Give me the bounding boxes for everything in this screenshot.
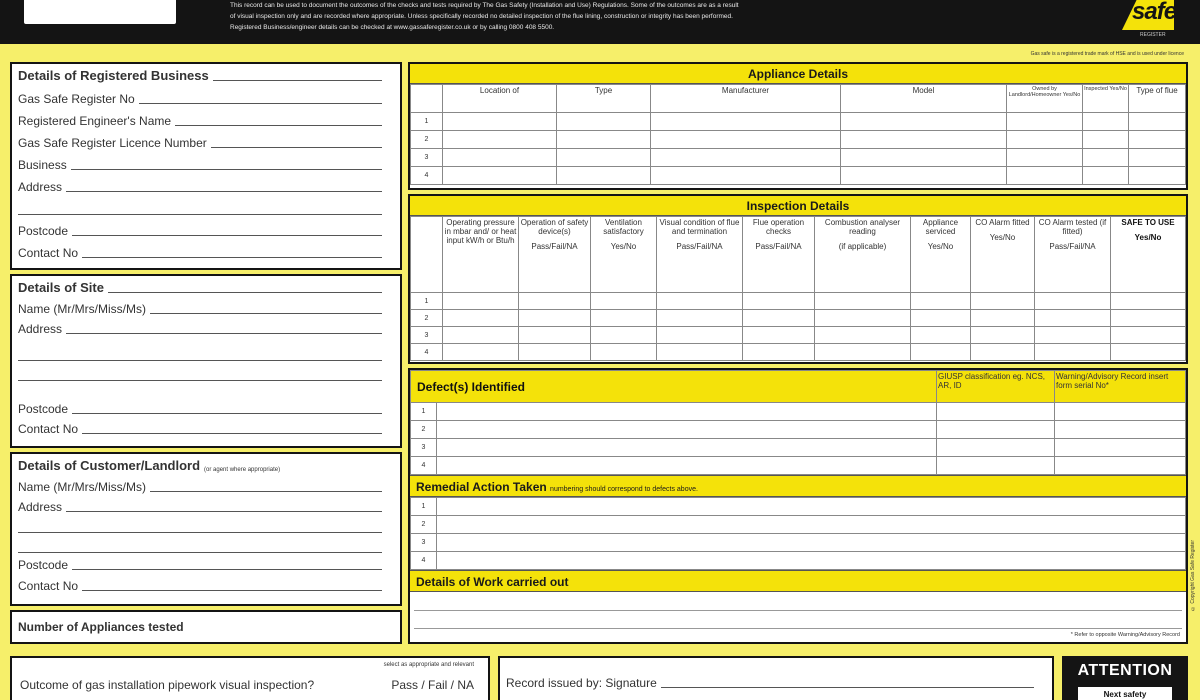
col-options: Pass/Fail/NA [755, 242, 802, 251]
col-safety-device [519, 217, 591, 293]
col-options: Yes/No [927, 242, 954, 251]
field-label: Name (Mr/Mrs/Miss/Ms) [18, 480, 146, 494]
row-number: 2 [411, 310, 443, 327]
address-line[interactable] [18, 552, 382, 553]
licence-number-field[interactable] [18, 136, 382, 150]
table-cell[interactable] [841, 131, 1007, 149]
next-safety-box: Next safety [1078, 687, 1172, 700]
appliances-tested-label: Number of Appliances tested [18, 620, 184, 634]
table-cell[interactable] [1111, 344, 1186, 361]
customer-title-row [18, 458, 382, 473]
site-contact-field[interactable] [18, 422, 382, 436]
col-head: Combustion analyser reading [824, 218, 901, 236]
table-cell[interactable] [971, 327, 1035, 344]
table-cell[interactable] [1055, 439, 1186, 457]
col-options: Yes/No [1134, 233, 1162, 242]
gas-safe-no-field[interactable] [18, 92, 382, 106]
address-line[interactable] [18, 380, 382, 381]
table-cell[interactable] [651, 131, 841, 149]
header-bar [0, 0, 1200, 44]
col-head: Visual condition of flue and termination [659, 218, 740, 236]
table-cell[interactable] [443, 327, 519, 344]
table-cell[interactable] [911, 327, 971, 344]
remedial-title-bar [410, 475, 1186, 497]
col-type: Type [557, 85, 651, 113]
table-cell[interactable] [437, 552, 1186, 570]
business-title: Details of Registered Business [18, 68, 209, 83]
row-number: 2 [411, 516, 437, 534]
col-appliance-serviced [911, 217, 971, 293]
side-copyright: © Copyright Gas Safe Register [1190, 540, 1196, 612]
table-cell[interactable] [557, 131, 651, 149]
site-postcode-field[interactable] [18, 402, 382, 416]
col-location: Location of [443, 85, 557, 113]
table-cell[interactable] [443, 131, 557, 149]
table-cell[interactable] [1007, 167, 1083, 185]
table-cell[interactable] [657, 327, 743, 344]
table-cell[interactable] [815, 293, 911, 310]
row-number: 1 [411, 293, 443, 310]
col-owned-by: Owned by Landlord/Homeowner Yes/No [1007, 85, 1083, 113]
remedial-table [410, 497, 1186, 570]
site-panel [10, 274, 402, 448]
table-cell[interactable] [519, 310, 591, 327]
col-visual-condition [657, 217, 743, 293]
table-cell[interactable] [971, 310, 1035, 327]
record-issued-label: Record issued by: Signature [506, 676, 657, 690]
table-cell[interactable] [911, 293, 971, 310]
table-cell[interactable] [1111, 293, 1186, 310]
table-cell[interactable] [443, 344, 519, 361]
appliances-tested-row [18, 620, 382, 634]
field-label: Postcode [18, 558, 69, 572]
customer-contact-field[interactable] [18, 579, 382, 593]
table-cell[interactable] [911, 344, 971, 361]
field-label: Name (Mr/Mrs/Miss/Ms) [18, 302, 146, 316]
table-cell[interactable] [937, 421, 1055, 439]
customer-postcode-field[interactable] [18, 558, 382, 572]
table-cell[interactable] [557, 167, 651, 185]
table-cell[interactable] [937, 439, 1055, 457]
table-cell[interactable] [557, 149, 651, 167]
col-operating-pressure [443, 217, 519, 293]
address-line[interactable] [18, 532, 382, 533]
col-head: SAFE TO USE [1121, 218, 1175, 227]
table-cell[interactable] [1055, 403, 1186, 421]
attention-title: ATTENTION [1077, 662, 1173, 679]
col-inspected: Inspected Yes/No [1083, 85, 1129, 113]
business-address-field[interactable] [18, 180, 382, 194]
inspection-details-panel [408, 194, 1188, 364]
table-cell[interactable] [1129, 131, 1186, 149]
row-number-header [411, 217, 443, 293]
table-cell[interactable] [443, 293, 519, 310]
inspection-details-title: Inspection Details [410, 196, 1186, 216]
outcome-label: Outcome of gas installation pipework visual inspection? [20, 678, 315, 692]
table-cell[interactable] [1055, 457, 1186, 475]
inspection-details-table [410, 216, 1186, 361]
table-cell[interactable] [651, 113, 841, 131]
table-cell[interactable] [657, 344, 743, 361]
table-cell[interactable] [1111, 327, 1186, 344]
work-footnote: * Refer to opposite Warning/Advisory Record [1070, 632, 1180, 638]
table-cell[interactable] [743, 310, 815, 327]
table-cell[interactable] [841, 167, 1007, 185]
field-label: Contact No [18, 422, 79, 436]
col-head: Operating pressure in mbar and/ or heat input kW/h or Btu/h [444, 218, 517, 245]
field-label: Business [18, 158, 67, 172]
table-cell[interactable] [1055, 421, 1186, 439]
site-name-field[interactable] [18, 302, 382, 316]
customer-name-field[interactable] [18, 480, 382, 494]
business-contact-field[interactable] [18, 246, 382, 260]
appliances-tested-panel[interactable] [10, 610, 402, 644]
work-title: Details of Work carried out [416, 575, 569, 589]
record-issued-panel [498, 656, 1054, 700]
col-co-alarm-tested [1035, 217, 1111, 293]
table-cell[interactable] [437, 457, 937, 475]
customer-note: (or agent where appropriate) [204, 467, 281, 473]
table-cell[interactable] [443, 167, 557, 185]
field-label: Gas Safe Register Licence Number [18, 136, 207, 150]
defects-table [410, 370, 1186, 475]
col-options: (if applicable) [838, 242, 887, 251]
logo-word: safe [1132, 0, 1177, 25]
select-note: select as appropriate and relevant [383, 662, 474, 668]
business-panel [10, 62, 402, 270]
field-label: Address [18, 500, 63, 514]
table-cell[interactable] [591, 293, 657, 310]
table-cell[interactable] [1007, 113, 1083, 131]
col-type-of-flue: Type of flue [1129, 85, 1186, 113]
table-cell[interactable] [437, 421, 937, 439]
col-head: Ventilation satisfactory [603, 218, 644, 236]
table-cell[interactable] [437, 403, 937, 421]
row-number: 1 [411, 403, 437, 421]
field-label: Contact No [18, 579, 79, 593]
row-number: 3 [411, 327, 443, 344]
attention-box [1062, 656, 1188, 700]
table-cell[interactable] [971, 344, 1035, 361]
appliance-details-title: Appliance Details [410, 64, 1186, 84]
table-cell[interactable] [437, 439, 937, 457]
table-cell[interactable] [815, 327, 911, 344]
customer-title: Details of Customer/Landlord [18, 458, 201, 473]
table-cell[interactable] [443, 149, 557, 167]
table-cell[interactable] [591, 344, 657, 361]
col-combustion [815, 217, 911, 293]
table-cell[interactable] [1083, 167, 1129, 185]
col-head: Appliance serviced [922, 218, 959, 236]
field-label: Address [18, 180, 63, 194]
col-options: Pass/Fail/NA [676, 242, 723, 251]
table-cell[interactable] [657, 310, 743, 327]
field-label: Gas Safe Register No [18, 92, 135, 106]
header-intro-text [230, 0, 990, 33]
table-cell[interactable] [815, 344, 911, 361]
table-cell[interactable] [971, 293, 1035, 310]
table-cell[interactable] [443, 113, 557, 131]
defects-panel [408, 368, 1188, 644]
field-label: Registered Engineer's Name [18, 114, 172, 128]
table-cell[interactable] [841, 113, 1007, 131]
col-flue-operation [743, 217, 815, 293]
table-cell[interactable] [911, 310, 971, 327]
site-title: Details of Site [18, 280, 104, 295]
table-cell[interactable] [651, 167, 841, 185]
col-model: Model [841, 85, 1007, 113]
work-lines[interactable] [410, 592, 1186, 644]
table-cell[interactable] [937, 403, 1055, 421]
remedial-note: numbering should correspond to defects above. [550, 486, 698, 493]
table-cell[interactable] [1129, 149, 1186, 167]
col-options: Yes/No [610, 242, 637, 251]
col-options: Pass/Fail/NA [1049, 242, 1096, 251]
table-cell[interactable] [651, 149, 841, 167]
appliance-details-table [410, 84, 1186, 185]
business-field[interactable] [18, 158, 382, 172]
gas-safe-logo [1116, 0, 1180, 42]
row-number: 1 [411, 498, 437, 516]
table-cell[interactable] [437, 498, 1186, 516]
table-cell[interactable] [1035, 293, 1111, 310]
table-cell[interactable] [443, 310, 519, 327]
table-cell[interactable] [519, 327, 591, 344]
table-cell[interactable] [437, 534, 1186, 552]
header-line: This record can be used to document the outcomes of the checks and tests required by The Gas Safety (Installation and Use) Regulations. Some of the outcomes are as a result [230, 2, 739, 9]
col-ventilation [591, 217, 657, 293]
table-cell[interactable] [437, 516, 1186, 534]
col-warning-record: Warning/Advisory Record insert form serial No* [1055, 371, 1186, 403]
table-cell[interactable] [1035, 344, 1111, 361]
header-white-box [24, 0, 176, 24]
table-cell[interactable] [743, 327, 815, 344]
record-issued-field[interactable] [506, 676, 1034, 690]
row-number-header [411, 85, 443, 113]
table-cell[interactable] [1083, 149, 1129, 167]
col-co-alarm-fitted [971, 217, 1035, 293]
col-head: CO Alarm tested (if fitted) [1038, 218, 1107, 236]
logo-sub: REGISTER [1140, 32, 1166, 38]
outcome-panel [10, 656, 490, 700]
table-cell[interactable] [1007, 149, 1083, 167]
customer-address-field[interactable] [18, 500, 382, 514]
table-cell[interactable] [519, 344, 591, 361]
table-cell[interactable] [591, 310, 657, 327]
col-head: Flue operation checks [752, 218, 805, 236]
address-line[interactable] [18, 214, 382, 215]
customer-panel [10, 452, 402, 606]
table-cell[interactable] [1083, 113, 1129, 131]
table-cell[interactable] [591, 327, 657, 344]
table-cell[interactable] [1035, 327, 1111, 344]
address-line[interactable] [18, 360, 382, 361]
field-label: Contact No [18, 246, 79, 260]
row-number: 4 [411, 457, 437, 475]
row-number: 4 [411, 552, 437, 570]
row-number: 3 [411, 534, 437, 552]
outcome-options[interactable]: Pass / Fail / NA [391, 678, 474, 692]
col-head: CO Alarm fitted [975, 218, 1030, 227]
col-options: Yes/No [989, 233, 1016, 242]
table-cell[interactable] [815, 310, 911, 327]
table-cell[interactable] [743, 344, 815, 361]
col-options: Pass/Fail/NA [531, 242, 578, 251]
table-cell[interactable] [557, 113, 651, 131]
row-number: 3 [411, 439, 437, 457]
table-cell[interactable] [743, 293, 815, 310]
table-cell[interactable] [1007, 131, 1083, 149]
col-head: Operation of safety device(s) [520, 218, 589, 236]
table-cell[interactable] [519, 293, 591, 310]
field-label: Address [18, 322, 63, 336]
business-title-row [18, 68, 382, 83]
row-number: 2 [411, 131, 443, 149]
row-number: 4 [411, 167, 443, 185]
remedial-title: Remedial Action Taken [416, 480, 547, 494]
engineer-name-field[interactable] [18, 114, 382, 128]
row-number: 1 [411, 113, 443, 131]
row-number: 2 [411, 421, 437, 439]
col-giusp: GIUSP classification eg. NCS, AR, ID [937, 371, 1055, 403]
table-cell[interactable] [1035, 310, 1111, 327]
field-label: Postcode [18, 402, 69, 416]
row-number: 4 [411, 344, 443, 361]
table-cell[interactable] [937, 457, 1055, 475]
appliance-details-panel [408, 62, 1188, 190]
col-manufacturer: Manufacturer [651, 85, 841, 113]
header-line: Registered Business/engineer details can be checked at www.gassaferegister.co.uk or by calling 0800 408 5500. [230, 24, 555, 31]
work-title-bar [410, 570, 1186, 592]
field-label: Postcode [18, 224, 69, 238]
business-postcode-field[interactable] [18, 224, 382, 238]
row-number: 3 [411, 149, 443, 167]
col-safe-to-use [1111, 217, 1186, 293]
table-cell[interactable] [1083, 131, 1129, 149]
site-address-field[interactable] [18, 322, 382, 336]
defects-title: Defect(s) Identified [411, 371, 937, 403]
trademark-note: Gas safe is a registered trade mark of HSE and is used under licence [1030, 51, 1184, 57]
table-cell[interactable] [1129, 113, 1186, 131]
table-cell[interactable] [1111, 310, 1186, 327]
table-cell[interactable] [657, 293, 743, 310]
site-title-row [18, 280, 382, 295]
table-cell[interactable] [841, 149, 1007, 167]
table-cell[interactable] [1129, 167, 1186, 185]
header-line: of visual inspection only and are recorded where appropriate. Unless specifically recorded no detailed inspection of the flue lining, construction or integrity has been performed. [230, 13, 733, 20]
